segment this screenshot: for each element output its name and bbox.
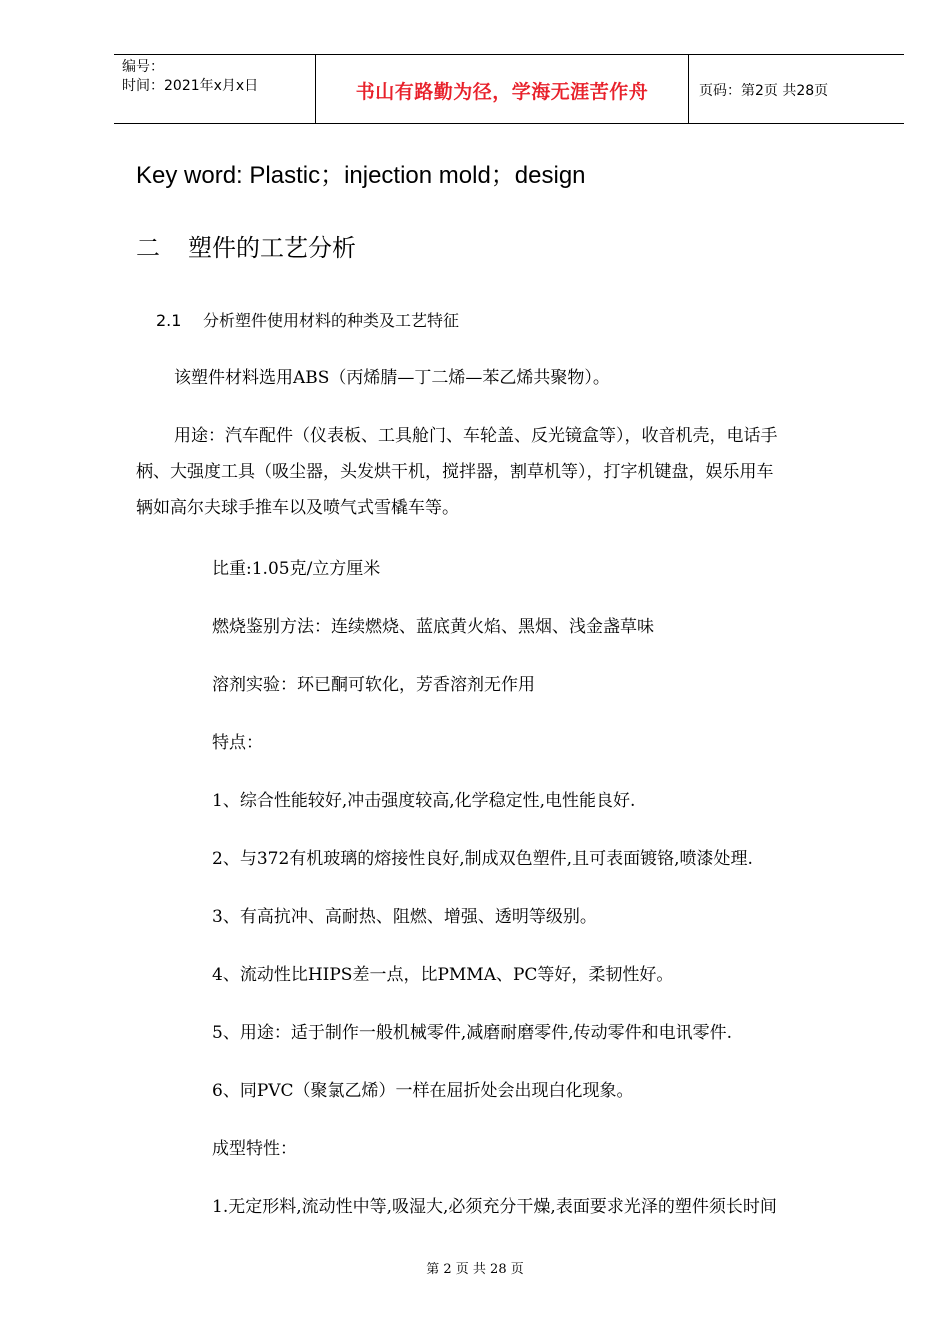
header-page-info: 页码：第2页 共28页: [699, 83, 829, 99]
feature-item: 5、用途：适于制作一般机械零件,减磨耐磨零件,传动零件和电讯零件.: [212, 1023, 733, 1043]
feature-item: 1、综合性能较好,冲击强度较高,化学稳定性,电性能良好.: [212, 791, 636, 811]
density-line: 比重:1.05克/立方厘米: [212, 559, 381, 579]
header-meta-cell: [114, 55, 316, 123]
header-motto-cell: [316, 55, 689, 123]
feature-item: 6、同PVC（聚氯乙烯）一样在屈折处会出现白化现象。: [212, 1081, 634, 1101]
feature-item: 3、有高抗冲、高耐热、阻燃、增强、透明等级别。: [212, 907, 597, 927]
burn-test-line: 燃烧鉴别方法：连续燃烧、蓝底黄火焰、黑烟、浅金盏草味: [212, 617, 654, 637]
usage-line: 柄、大强度工具（吸尘器，头发烘干机，搅拌器，割草机等），打字机键盘，娱乐用车: [136, 462, 774, 482]
usage-line: 用途：汽车配件（仪表板、工具舱门、车轮盖、反光镜盒等），收音机壳，电话手: [174, 426, 778, 446]
section-number: 二: [136, 234, 160, 262]
feature-item: 2、与372有机玻璃的熔接性良好,制成双色塑件,且可表面镀铬,喷漆处理.: [212, 849, 753, 869]
molding-item: 1.无定形料,流动性中等,吸湿大,必须充分干燥,表面要求光泽的塑件须长时间: [212, 1197, 777, 1217]
date-label: 时间：2021年x月x日: [122, 78, 259, 94]
subsection-heading: [156, 308, 459, 331]
header-page-cell: [689, 55, 904, 123]
feature-item: 4、流动性比HIPS差一点，比PMMA、PC等好，柔韧性好。: [212, 965, 674, 985]
page-footer: 第 2 页 共 28 页: [426, 1262, 524, 1277]
keyword-line: Key word: Plastic；injection mold；design: [136, 162, 586, 189]
usage-paragraph: [136, 418, 884, 526]
page-header: [114, 54, 904, 124]
header-motto: 书山有路勤为径，学海无涯苦作舟: [355, 81, 649, 103]
subsection-number: 2.1: [156, 311, 182, 330]
section-heading: [136, 228, 356, 263]
subsection-title: 分析塑件使用材料的种类及工艺特征: [203, 311, 460, 330]
usage-line: 辆如高尔夫球手推车以及喷气式雪橇车等。: [136, 498, 459, 518]
features-label: 特点：: [212, 733, 263, 753]
molding-label: 成型特性：: [212, 1139, 297, 1159]
solvent-test-line: 溶剂实验：环已酮可软化，芳香溶剂无作用: [212, 675, 535, 695]
section-title: 塑件的工艺分析: [188, 234, 356, 262]
material-paragraph: 该塑件材料选用ABS（丙烯腈—丁二烯—苯乙烯共聚物）。: [174, 368, 610, 388]
serial-label: 编号：: [122, 59, 164, 75]
